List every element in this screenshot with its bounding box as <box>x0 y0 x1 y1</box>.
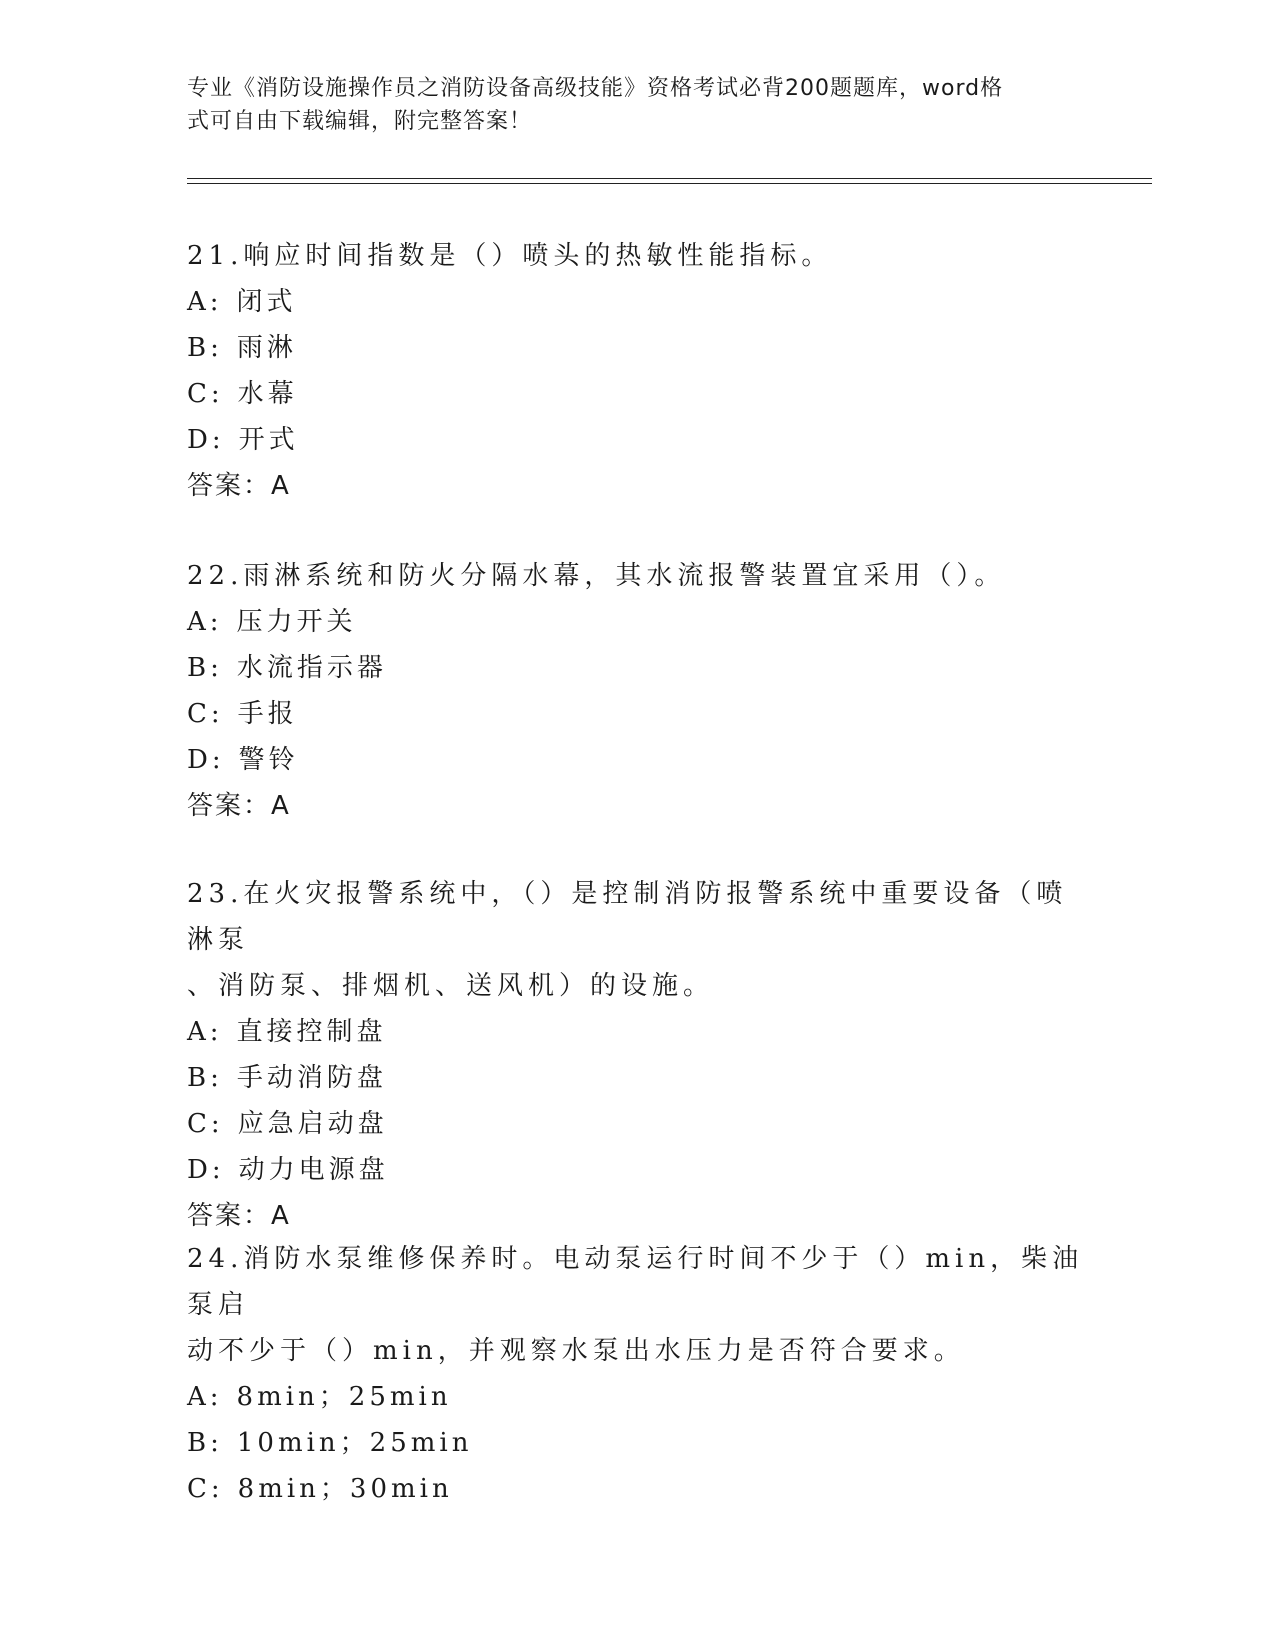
option-text: 闭式 <box>236 287 297 317</box>
option-label: B: <box>187 653 223 683</box>
option-label: A: <box>187 1382 223 1412</box>
answer: 答案：A <box>187 1201 291 1231</box>
option-text: 8min；30min <box>237 1474 453 1504</box>
option-a <box>187 1009 1087 1055</box>
option-label: A: <box>187 1017 223 1047</box>
header-divider-bottom <box>187 183 1152 184</box>
option-b <box>187 1420 1087 1466</box>
question-22 <box>187 553 1087 829</box>
option-text: 压力开关 <box>236 607 357 637</box>
option-label: B: <box>187 1063 223 1093</box>
option-label: A: <box>187 607 223 637</box>
question-stem-line-1: 23.在火灾报警系统中，（）是控制消防报警系统中重要设备（喷淋泵 <box>187 879 1068 955</box>
option-text: 水流指示器 <box>236 653 387 683</box>
question-21 <box>187 233 1087 509</box>
option-label: D: <box>187 1155 225 1185</box>
option-text: 动力电源盘 <box>238 1155 389 1185</box>
option-text: 手动消防盘 <box>236 1063 387 1093</box>
option-text: 应急启动盘 <box>237 1109 388 1139</box>
header-line-1: 专业《消防设施操作员之消防设备高级技能》资格考试必背200题题库，word格 <box>187 76 1004 101</box>
option-b <box>187 325 1087 371</box>
option-text: 水幕 <box>237 379 298 409</box>
option-text: 8min；25min <box>236 1382 452 1412</box>
option-label: B: <box>187 333 223 363</box>
option-label: D: <box>187 745 225 775</box>
option-text: 直接控制盘 <box>236 1017 387 1047</box>
question-stem-line-1: 24.消防水泵维修保养时。电动泵运行时间不少于（）min，柴油泵启 <box>187 1244 1084 1320</box>
question-24 <box>187 1236 1087 1512</box>
answer: 答案：A <box>187 791 291 821</box>
question-stem-line-2: 动不少于（）min，并观察水泵出水压力是否符合要求。 <box>187 1336 965 1366</box>
option-text: 手报 <box>237 699 298 729</box>
question-23 <box>187 871 1087 1239</box>
option-c <box>187 1101 1087 1147</box>
option-label: C: <box>187 699 224 729</box>
option-text: 10min；25min <box>236 1428 473 1458</box>
option-a <box>187 1374 1087 1420</box>
option-b <box>187 1055 1087 1101</box>
option-b <box>187 645 1087 691</box>
option-label: B: <box>187 1428 223 1458</box>
option-a <box>187 279 1087 325</box>
option-label: C: <box>187 1474 224 1504</box>
option-c <box>187 371 1087 417</box>
option-label: D: <box>187 425 225 455</box>
document-header <box>187 72 1087 138</box>
option-d <box>187 1147 1087 1193</box>
option-c <box>187 1466 1087 1512</box>
option-text: 警铃 <box>238 745 299 775</box>
option-d <box>187 417 1087 463</box>
option-text: 雨淋 <box>236 333 297 363</box>
option-c <box>187 691 1087 737</box>
answer: 答案：A <box>187 471 291 501</box>
option-a <box>187 599 1087 645</box>
option-label: A: <box>187 287 223 317</box>
header-divider-top <box>187 178 1152 179</box>
question-stem: 21.响应时间指数是（）喷头的热敏性能指标。 <box>187 241 833 271</box>
question-stem-line-2: 、消防泵、排烟机、送风机）的设施。 <box>187 971 715 1001</box>
option-label: C: <box>187 379 224 409</box>
option-d <box>187 737 1087 783</box>
option-text: 开式 <box>238 425 299 455</box>
option-label: C: <box>187 1109 224 1139</box>
header-line-2: 式可自由下载编辑，附完整答案！ <box>187 109 533 134</box>
question-stem: 22.雨淋系统和防火分隔水幕，其水流报警装置宜采用（）。 <box>187 561 1006 591</box>
